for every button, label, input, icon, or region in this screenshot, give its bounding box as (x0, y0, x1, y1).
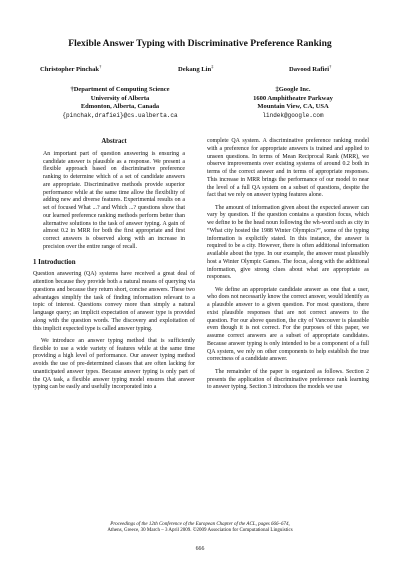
body-paragraph: The amount of information given about the expected answer can vary by question. If the question contains a question focus, which we define to be the head noun following the wh-word such as city in “What city hosted the 1988 Winter Olympics?”, some of the typing information is explicitly stated. In this instance, the answer is required to be a city. However, there is often additional information available about the type. In our example, the answer must plausibly host a Winter Olympic Games. The focus, along with the additional information, give strong clues about what are appropriate as responses. (207, 204, 369, 281)
body-paragraph: We define an appropriate candidate answer as one that a user, who does not necessarily know the correct answer, would identify as a plausible answer to a given question. For most questions, there exist plausible responses that are not correct answers to the question. For our above question, the city of Vancouver is plausible even though it is not correct. For the purposes of this paper, we assume correct answers are a subset of appropriate candidates. Because answer typing is only intended to be a component of a full QA system, we rely on other components to help establish the true correctness of a candidate answer. (207, 286, 369, 363)
email-google: lindek@google.com (262, 111, 324, 119)
proceedings-footer: Proceedings of the 12th Conference of the European Chapter of the ACL, pages 666–674, Athens, Greece, 30 March – 3 April 2009. ©2009 Association for Computational Linguistics (107, 522, 293, 534)
author-3: Davood Rafiei† (289, 64, 332, 74)
left-column (33, 138, 195, 392)
affiliation-google: ‡Google Inc. 1600 Amphitheatre Parkway Mountain View, CA, USA lindek@google.com (218, 86, 368, 120)
email-alberta: {pinchak,drafiei}@cs.ualberta.ca (62, 111, 178, 119)
author-2: Dekang Lin‡ (178, 64, 214, 74)
intro-paragraph: Question answering (QA) systems have received a great deal of attention because they provide both a natural means of querying via questions and because they return short, concise answers. These two advantages simplify the task of finding information relevant to a topic of interest. Questions convey more than simply a natural language query; an implicit expectation of answer type is provided along with the question words. The discovery and exploitation of this implicit expected type is called answer typing. (33, 271, 195, 332)
section-heading-introduction: 1 Introduction (33, 258, 76, 266)
abstract-text: An important part of question answering is ensuring a candidate answer is plausible as a response. We present a flexible approach based on discriminative preference ranking to determine which of a set of candidate answers are appropriate. Discriminative methods provide superior performance while at the same time allow the flexibility of adding new and diverse features. Experimental results on a set of focused What ...? and Which ...? questions show that our learned preference ranking methods perform better than alternative solutions to the task of answer typing. A gain of almost 0.2 in MRR for both the first appropriate and first correct answers is observed along with an increase in precision over the entire range of recall. (43, 150, 185, 250)
abstract-heading: Abstract (101, 138, 127, 145)
right-column (207, 138, 369, 392)
body-paragraph: complete QA system. A discriminative preference ranking model with a preference for appropriate answers is trained and applied to unseen questions. In terms of Mean Reciprocal Rank (MRR), we observe improvements over existing systems of around 0.2 both in terms of the correct answer and in terms of appropriate responses. This increase in MRR brings the performance of our model to near the level of a full QA system on a subset of questions, despite the fact that we rely on answer typing features alone. (207, 138, 369, 199)
paper-title: Flexible Answer Typing with Discriminative Preference Ranking (68, 38, 332, 49)
intro-paragraph: We introduce an answer typing method that is sufficiently flexible to use a wide variety of features while at the same time providing a high level of performance. Our answer typing method avoids the use of pre-determined classes that are often lacking for unanticipated answer types. Because answer typing is only part of the QA task, a flexible answer typing model ensures that answer typing can be easily and usefully incorporated into a (33, 337, 195, 391)
body-paragraph: The remainder of the paper is organized as follows. Section 2 presents the application of discriminative preference rank learning to answer typing. Section 3 introduces the models we use (207, 368, 369, 391)
author-1: Christopher Pinchak† (40, 64, 102, 74)
affiliation-alberta: †Department of Computing Science University of Alberta Edmonton, Alberta, Canada {pinchak,drafiei}@cs.ualberta.ca (40, 86, 200, 120)
page-number: 666 (195, 546, 205, 552)
